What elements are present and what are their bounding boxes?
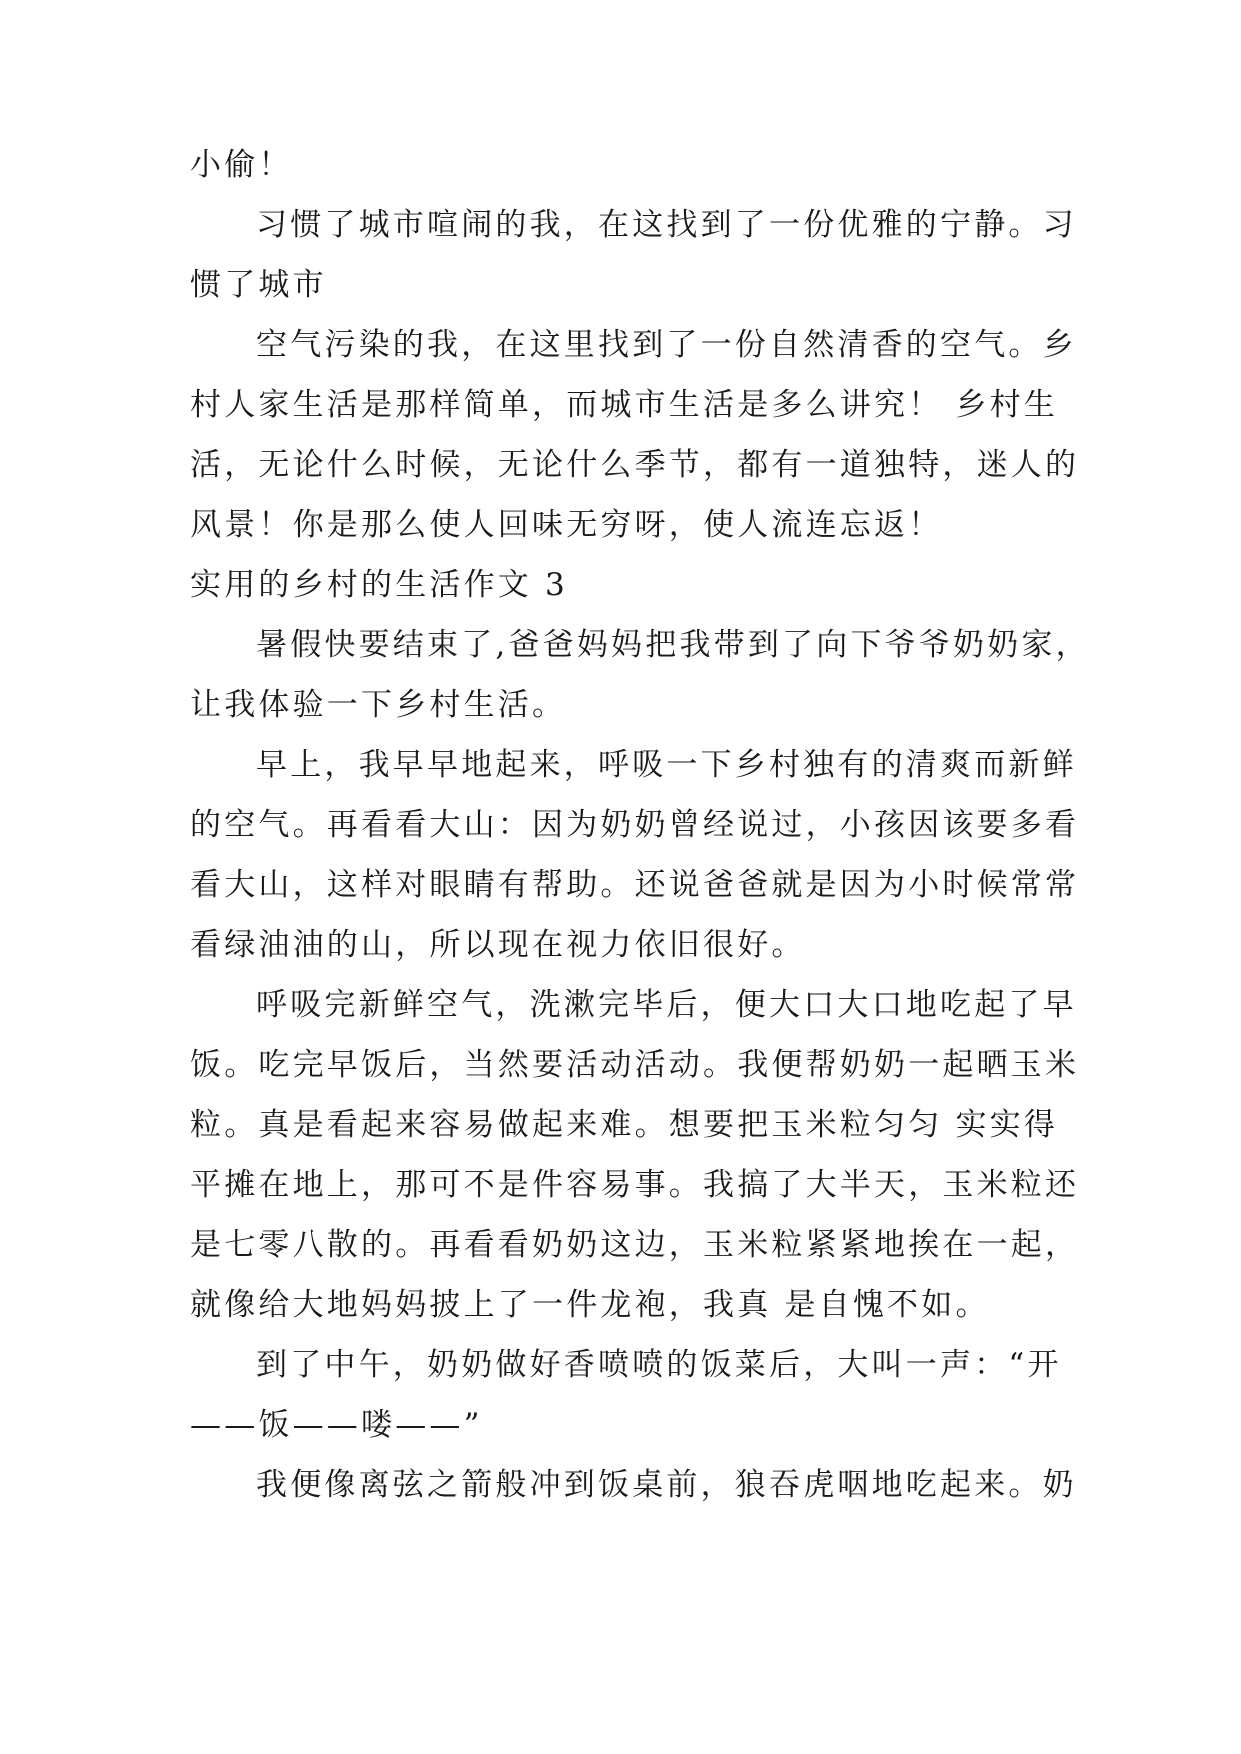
section-title: 实用的乡村的生活作文 3 [190,567,568,603]
text-line: 让我体验一下乡村生活。 [190,687,567,723]
text-line: 看绿油油的山，所以现在视力依旧很好。 [190,927,806,963]
text-line: ——饭——喽——” [190,1407,483,1443]
text-line: 活，无论什么时候，无论什么季节，都有一道独特，迷人的 [190,447,1080,483]
text-block-section [190,555,1090,1515]
text-line: 小偷！ [190,147,293,183]
text-line: 粒。真是看起来容易做起来难。想要把玉米粒匀匀 实实得 [190,1107,1059,1143]
text-line: 是七零八散的。再看看奶奶这边，玉米粒紧紧地挨在一起， [190,1227,1080,1263]
text-line: 平摊在地上，那可不是件容易事。我搞了大半天，玉米粒还 [190,1167,1080,1203]
text-line: 饭。吃完早饭后，当然要活动活动。我便帮奶奶一起晒玉米 [190,1047,1080,1083]
text-line: 暑假快要结束了,爸爸妈妈把我带到了向下爷爷奶奶家， [256,627,1090,663]
text-line: 早上，我早早地起来，呼吸一下乡村独有的清爽而新鲜 [256,747,1077,783]
text-line: 就像给大地妈妈披上了一件龙袍，我真 是自愧不如。 [190,1287,990,1323]
text-line: 风景！你是那么使人回味无穷呀，使人流连忘返！ [190,507,943,543]
text-line: 我便像离弦之箭般冲到饭桌前，狼吞虎咽地吃起来。奶 [256,1467,1077,1503]
text-line: 看大山，这样对眼睛有帮助。还说爸爸就是因为小时候常常 [190,867,1080,903]
text-line: 呼吸完新鲜空气，洗漱完毕后，便大口大口地吃起了早 [256,987,1077,1023]
text-block-top [190,135,1080,555]
text-line: 习惯了城市喧闹的我，在这找到了一份优雅的宁静。习 [256,207,1077,243]
text-line: 的空气。再看看大山：因为奶奶曾经说过，小孩因该要多看 [190,807,1080,843]
text-line: 惯了城市 [190,267,327,303]
text-line: 村人家生活是那样简单，而城市生活是多么讲究！ 乡村生 [190,387,1059,423]
text-line: 到了中午，奶奶做好香喷喷的饭菜后，大叫一声：“开 [256,1347,1062,1383]
text-line: 空气污染的我，在这里找到了一份自然清香的空气。乡 [256,327,1077,363]
